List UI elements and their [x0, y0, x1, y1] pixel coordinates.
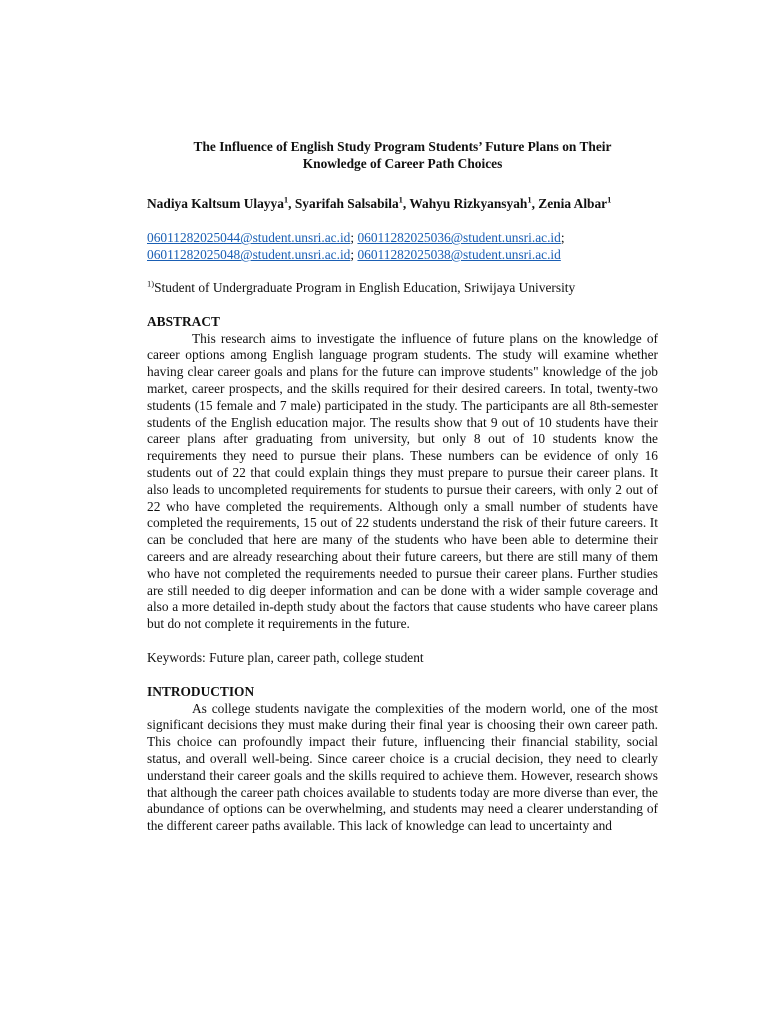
email-link[interactable]: 06011282025048@student.unsri.ac.id: [147, 247, 351, 262]
keywords: Keywords: Future plan, career path, college student: [147, 649, 424, 665]
email-link[interactable]: 06011282025044@student.unsri.ac.id: [147, 230, 351, 245]
title-line-2: Knowledge of Career Path Choices: [302, 156, 503, 171]
email-link[interactable]: 06011282025038@student.unsri.ac.id: [357, 247, 561, 262]
email-list: 06011282025044@student.unsri.ac.id; 06011282025036@student.unsri.ac.id; 06011282025048@student.unsri.ac.id; 06011282025038@student.unsri.ac.id: [147, 230, 565, 262]
author: Wahyu Rizkyansyah$^1$,: [409, 194, 539, 211]
email-link[interactable]: 06011282025036@student.unsri.ac.id: [357, 230, 561, 245]
introduction-body: As college students navigate the complexities of the modern world, one of the most significant decisions they must make during their final year is choosing their own career path. This choice can profoundly impact their future, influencing their financial stability, social status, and overall well-being. Since career choice is a crucial decision, they need to clearly understand their career goals and the skills required to achieve them. However, research shows that although the career path choices available to students today are more diverse than ever, the abundance of options can be overwhelming, and students may need a clearer understanding of the different career paths available. This lack of knowledge can lead to uncertainty and: [147, 700, 658, 834]
affiliation-text: Student of Undergraduate Program in English Education, Sriwijaya University: [154, 280, 576, 295]
introduction-heading: INTRODUCTION: [147, 683, 255, 699]
affiliation: [147, 280, 658, 297]
affiliation-marker: 1): [147, 278, 155, 289]
paper-content: [147, 138, 658, 835]
abstract-heading: ABSTRACT: [147, 313, 220, 329]
author: Syarifah Salsabila$^1$,: [294, 194, 410, 211]
abstract-body: This research aims to investigate the influence of future plans on the knowledge of career options among English language program students. The study will examine whether having clear career goals and plans for the future can improve students" knowledge of the job market, career prospects, and the skills required for their desired careers. In total, twenty-two students (15 female and 7 male) participated in the study. The participants are all 8th-semester students of the English education major. The results show that 9 out of 10 students have their career plans after graduating from university, but only 8 out of 10 students know the requirements they need to pursue their plans. These numbers can be evidence of only 16 students out of 22 that could explain things they must prepare to pursue their career plans. It also leads to uncompleted requirements for students to pursue their careers, with only 2 out of 22 who have completed the requirements. Although only a small number of students have completed the requirements, 15 out of 22 students understand the risk of their future careers. It can be concluded that here are many of the students who have been able to determine their careers and are already researching about their future careers, but there are still many of them who have not completed the requirements needed to pursue their career plans. Further studies are still needed to dig deeper information and can be done with a wider sample coverage and also a more detailed in-depth study about the factors that cause students who have career plans but do not complete it requirements in the future.: [147, 330, 658, 632]
author: Nadiya Kaltsum Ulayya$^1$,: [147, 194, 295, 211]
paper-title: [147, 138, 658, 172]
author: Zenia Albar$^1$: [538, 194, 612, 211]
title-line-1: The Influence of English Study Program Students’ Future Plans on Their: [193, 139, 612, 154]
author-list: [147, 195, 658, 212]
